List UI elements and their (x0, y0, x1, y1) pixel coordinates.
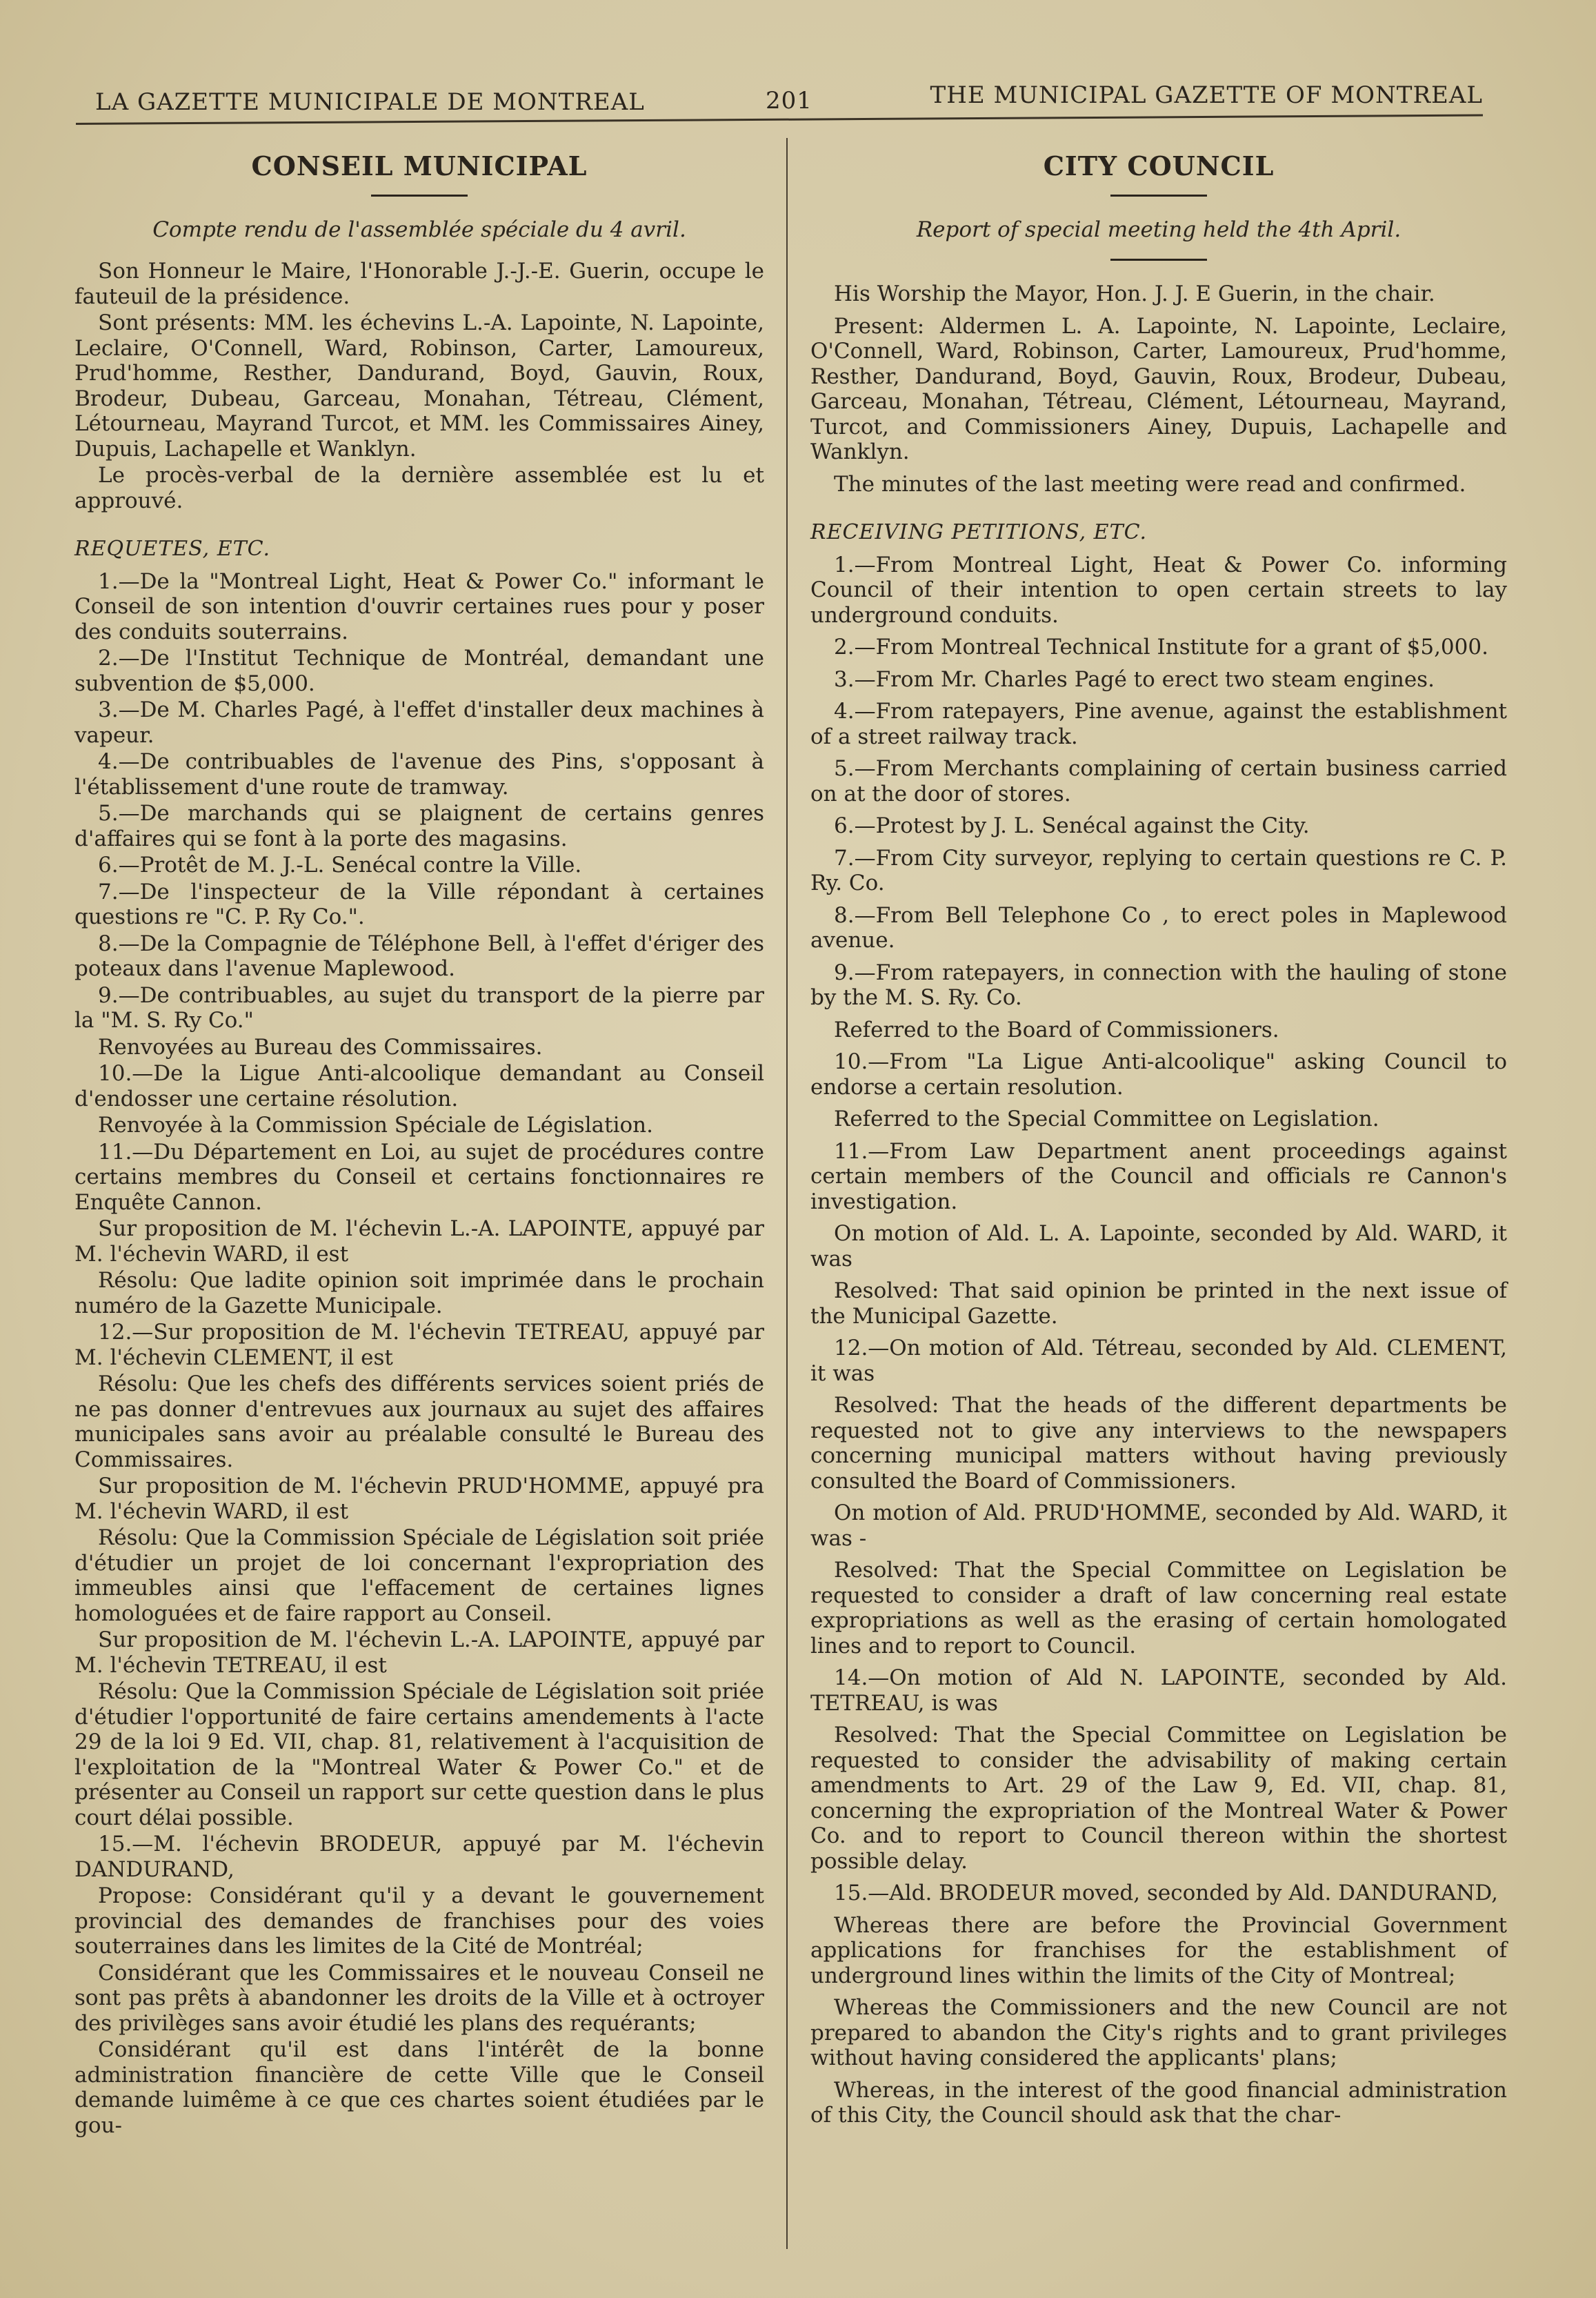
english-item: 7.—From City surveyor, replying to certain questions re C. P. Ry. Co. (810, 845, 1507, 895)
french-item: Résolu: Que la Commission Spéciale de Législation soit priée d'étudier un projet de loi concernant l'expropriation des immeubles ainsi que l'effacement de certaines lignes homologuées et de faire rapport au Conseil. (74, 1525, 764, 1626)
column-divider (786, 138, 788, 2249)
french-title-rule (371, 195, 468, 197)
french-item: 3.—De M. Charles Pagé, à l'effet d'installer deux machines à vapeur. (74, 697, 764, 748)
french-intro-paragraph: Le procès-verbal de la dernière assemblée est lu et approuvé. (74, 463, 764, 513)
french-item: Résolu: Que les chefs des différents services soient priés de ne pas donner d'entrevues aux journaux au sujet des affaires municipales sans avoir au préalable consulté le Bureau des Commissaires. (74, 1371, 764, 1472)
english-item: Whereas there are before the Provincial Government applications for franchises for the establishment of underground lines within the limits of the City of Montreal; (810, 1912, 1507, 1988)
french-item: 4.—De contribuables de l'avenue des Pins, s'opposant à l'établissement d'une route de tramway. (74, 749, 764, 800)
english-item: 11.—From Law Department anent proceedings against certain members of the Council and officials re Cannon's investigation. (810, 1138, 1507, 1214)
english-intro-paragraph: The minutes of the last meeting were read and confirmed. (834, 471, 1466, 497)
english-item: 9.—From ratepayers, in connection with the hauling of stone by the M. S. Ry. Co. (810, 960, 1507, 1010)
french-item: Sur proposition de M. l'échevin L.-A. LAPOINTE, appuyé par M. l'échevin TETREAU, il est (74, 1627, 764, 1678)
french-intro (74, 259, 764, 513)
french-item: Sur proposition de M. l'échevin PRUD'HOMME, appuyé pra M. l'échevin WARD, il est (74, 1474, 764, 1524)
french-item: Résolu: Que la Commission Spéciale de Législation soit priée d'étudier l'opportunité de faire certains amendements à l'acte 29 de la loi 9 Ed. VII, chap. 81, relativement à l'acquisition de l'exploitation de la "Montreal Water & Power Co." et de présenter au Conseil un rapport sur cette question dans le plus court délai possible. (74, 1679, 764, 1830)
english-item: 2.—From Montreal Technical Institute for a grant of $5,000. (834, 635, 1488, 660)
english-item: 4.—From ratepayers, Pine avenue, against the establishment of a street railway track. (810, 699, 1507, 749)
french-item: 1.—De la "Montreal Light, Heat & Power Co." informant le Conseil de son intention d'ouvrir certaines rues pour y poser des conduits souterrains. (74, 568, 764, 644)
french-item: 9.—De contribuables, au sujet du transport de la pierre par la "M. S. Ry Co." (74, 982, 764, 1033)
english-items (810, 553, 1507, 2128)
english-item: On motion of Ald. PRUD'HOMME, seconded by Ald. WARD, it was - (810, 1500, 1507, 1551)
english-item: 8.—From Bell Telephone Co , to erect poles in Maplewood avenue. (810, 902, 1507, 953)
english-section-heading: RECEIVING PETITIONS, ETC. (810, 520, 1147, 544)
english-item: On motion of Ald. L. A. Lapointe, seconded by Ald. WARD, it was (810, 1221, 1507, 1271)
header-left-title: LA GAZETTE MUNICIPALE DE MONTREAL (95, 88, 645, 116)
header-right-title: THE MUNICIPAL GAZETTE OF MONTREAL (930, 81, 1483, 109)
french-item: Propose: Considérant qu'il y a devant le gouvernement provincial des demandes de franchises pour des voies souterraines dans les limites de la Cité de Montréal; (74, 1883, 764, 1959)
french-item: Renvoyée à la Commission Spéciale de Législation. (98, 1113, 653, 1138)
french-items (74, 569, 764, 2139)
french-title: CONSEIL MUNICIPAL (251, 150, 588, 181)
english-column (810, 141, 1507, 2128)
french-item: Considérant que les Commissaires et le nouveau Conseil ne sont pas prêts à abandonner les droits de la Ville et à octroyer des privilèges sans avoir étudié les plans des requérants; (74, 1960, 764, 2036)
english-item: Referred to the Board of Commissioners. (834, 1017, 1279, 1042)
french-item: 10.—De la Ligue Anti-alcoolique demandant au Conseil d'endosser une certaine résolution. (74, 1061, 764, 1111)
english-item: 15.—Ald. BRODEUR moved, seconded by Ald. DANDURAND, (834, 1881, 1498, 1905)
english-item: 12.—On motion of Ald. Tétreau, seconded by Ald. CLEMENT, it was (810, 1336, 1507, 1386)
french-intro-paragraph: Son Honneur le Maire, l'Honorable J.-J.-E. Guerin, occupe le fauteuil de la présidence. (74, 259, 764, 309)
english-title-rule (1110, 195, 1207, 197)
french-item: Considérant qu'il est dans l'intérêt de la bonne administration financière de cette Ville que le Conseil demande luimême à ce que ces chartes soient étudiées par le gou- (74, 2037, 764, 2138)
english-title: CITY COUNCIL (1043, 150, 1275, 181)
french-item: 6.—Protêt de M. J.-L. Senécal contre la Ville. (98, 853, 582, 878)
french-column (74, 141, 764, 2138)
french-item: Résolu: Que ladite opinion soit imprimée dans le prochain numéro de la Gazette Municipale. (74, 1268, 764, 1318)
english-item: Resolved: That the heads of the different departments be requested not to give any interviews to the newspapers concerning municipal matters without having previously consulted the Board of Commissioners. (810, 1393, 1507, 1494)
french-section-heading: REQUETES, ETC. (74, 537, 271, 561)
english-item: Whereas, in the interest of the good financial administration of this City, the Council should ask that the char- (810, 2077, 1507, 2128)
english-item: Resolved: That the Special Committee on Legislation be requested to consider a draft of law concerning real estate expropriations as well as the erasing of certain homologated lines and to report to Council. (810, 1558, 1507, 1658)
english-item: 3.—From Mr. Charles Pagé to erect two steam engines. (834, 666, 1435, 692)
french-item: 12.—Sur proposition de M. l'échevin TETREAU, appuyé par M. l'échevin CLEMENT, il est (74, 1320, 764, 1370)
french-item: Renvoyées au Bureau des Commissaires. (98, 1034, 543, 1060)
english-item: Referred to the Special Committee on Legislation. (834, 1107, 1379, 1131)
english-intro-paragraph: His Worship the Mayor, Hon. J. J. E Guerin, in the chair. (834, 281, 1435, 306)
french-item: 5.—De marchands qui se plaignent de certains genres d'affaires qui se font à la porte des magasins. (74, 801, 764, 851)
english-item: 14.—On motion of Ald N. LAPOINTE, seconded by Ald. TETREAU, is was (810, 1665, 1507, 1716)
english-item: 1.—From Montreal Light, Heat & Power Co. informing Council of their intention to open certain streets to lay underground conduits. (810, 552, 1507, 628)
french-item: 15.—M. l'échevin BRODEUR, appuyé par M. l'échevin DANDURAND, (74, 1832, 764, 1882)
french-item: 7.—De l'inspecteur de la Ville répondant à certaines questions re "C. P. Ry Co.". (74, 879, 764, 929)
french-item: 8.—De la Compagnie de Téléphone Bell, à l'effet d'ériger des poteaux dans l'avenue Maplewood. (74, 931, 764, 981)
english-item: 6.—Protest by J. L. Senécal against the City. (834, 813, 1310, 838)
french-subtitle: Compte rendu de l'assemblée spéciale du 4 avril. (152, 217, 686, 242)
english-subtitle: Report of special meeting held the 4th April. (916, 217, 1402, 242)
english-item: Whereas the Commissioners and the new Council are not prepared to abandon the City's rights and to grant privileges without having considered the applicants' plans; (810, 1995, 1507, 2070)
english-intro (810, 281, 1507, 497)
french-item: 11.—Du Département en Loi, au sujet de procédures contre certains membres du Conseil et certains fonctionnaires re Enquête Cannon. (74, 1139, 764, 1215)
english-item: Resolved: That the Special Committee on Legislation be requested to consider the advisability of making certain amendments to Art. 29 of the Law 9, Ed. VII, chap. 81, concerning the expropriation of the Montreal Water & Power Co. and to report to Council thereon within the shortest possible delay. (810, 1723, 1507, 1874)
english-subtitle-rule (1110, 259, 1207, 261)
english-item: 5.—From Merchants complaining of certain business carried on at the door of stores. (810, 756, 1507, 806)
french-item: Sur proposition de M. l'échevin L.-A. LAPOINTE, appuyé par M. l'échevin WARD, il est (74, 1216, 764, 1267)
english-item: Resolved: That said opinion be printed in the next issue of the Municipal Gazette. (810, 1278, 1507, 1329)
english-item: 10.—From "La Ligue Anti-alcoolique" asking Council to endorse a certain resolution. (810, 1049, 1507, 1100)
french-intro-paragraph: Sont présents: MM. les échevins L.-A. Lapointe, N. Lapointe, Leclaire, O'Connell, Ward, Robinson, Carter, Lamoureux, Prud'homme, Resther, Dandurand, Boyd, Gauvin, Roux, Brodeur, Dubeau, Garceau, Monahan, Tétreau, Clément, Létourneau, Mayrand Turcot, et MM. les Commissaires Ainey, Dupuis, Lachapelle et Wanklyn. (74, 310, 764, 462)
page-number: 201 (766, 87, 812, 115)
english-intro-paragraph: Present: Aldermen L. A. Lapointe, N. Lapointe, Leclaire, O'Connell, Ward, Robinson, Carter, Lamoureux, Prud'homme, Resther, Dandurand, Boyd, Gauvin, Roux, Brodeur, Dubeau, Garceau, Monahan, Tétreau, Clément, Létourneau, Mayrand, Turcot, and Commissioners Ainey, Dupuis, Lachapelle and Wanklyn. (810, 313, 1507, 464)
french-item: 2.—De l'Institut Technique de Montréal, demandant une subvention de $5,000. (74, 646, 764, 696)
